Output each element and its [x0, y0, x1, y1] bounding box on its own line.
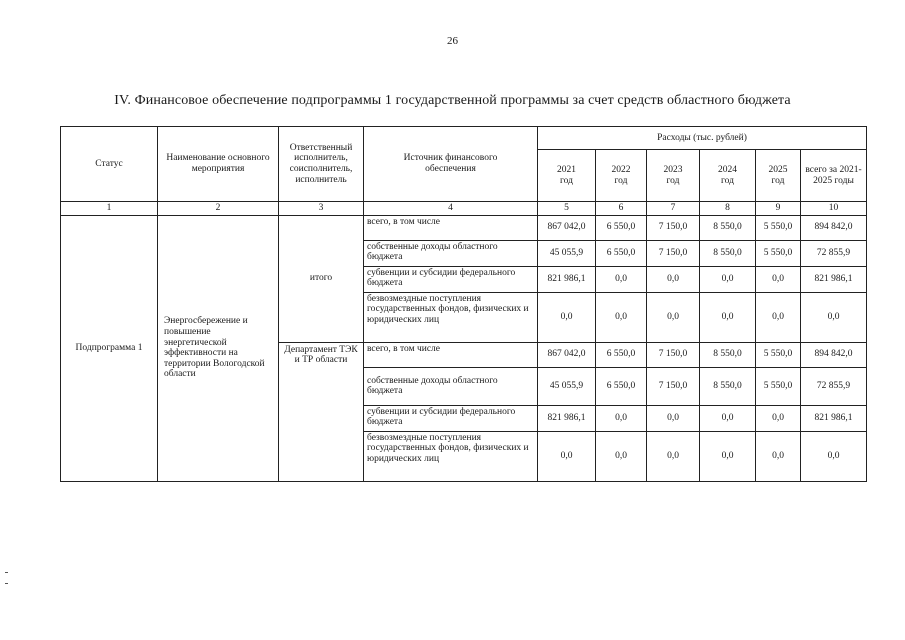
value-cell: 821 986,1 — [801, 266, 867, 292]
value-cell: 0,0 — [700, 266, 756, 292]
source-cell: всего, в том числе — [364, 215, 538, 240]
value-cell: 6 550,0 — [596, 367, 647, 405]
value-cell: 8 550,0 — [700, 240, 756, 266]
header-event-name: Наименование основного мероприятия — [158, 127, 279, 202]
value-cell: 72 855,9 — [801, 367, 867, 405]
value-cell: 0,0 — [756, 405, 801, 431]
column-number: 4 — [364, 202, 538, 216]
value-cell: 7 150,0 — [647, 342, 700, 367]
header-year-2023: 2023 год — [647, 150, 700, 202]
column-number: 8 — [700, 202, 756, 216]
header-source: Источник финансового обеспечения — [364, 127, 538, 202]
value-cell: 0,0 — [700, 405, 756, 431]
column-number: 6 — [596, 202, 647, 216]
value-cell: 0,0 — [596, 292, 647, 342]
header-year-2021: 2021 год — [538, 150, 596, 202]
value-cell: 8 550,0 — [700, 342, 756, 367]
value-cell: 6 550,0 — [596, 342, 647, 367]
value-cell: 867 042,0 — [538, 215, 596, 240]
value-cell: 8 550,0 — [700, 367, 756, 405]
header-expenses: Расходы (тыс. рублей) — [538, 127, 867, 150]
header-year-2022: 2022 год — [596, 150, 647, 202]
source-cell: собственные доходы областного бюджета — [364, 367, 538, 405]
page-title: IV. Финансовое обеспечение подпрограммы 1 государственной программы за счет средств областного бюджета — [114, 93, 791, 108]
financing-table — [60, 126, 867, 482]
column-number: 3 — [279, 202, 364, 216]
value-cell: 72 855,9 — [801, 240, 867, 266]
header-year-2024: 2024 год — [700, 150, 756, 202]
column-number: 9 — [756, 202, 801, 216]
value-cell: 5 550,0 — [756, 240, 801, 266]
value-cell: 0,0 — [801, 431, 867, 481]
column-number: 7 — [647, 202, 700, 216]
value-cell: 0,0 — [647, 266, 700, 292]
value-cell: 0,0 — [596, 266, 647, 292]
value-cell: 821 986,1 — [801, 405, 867, 431]
value-cell: 45 055,9 — [538, 367, 596, 405]
value-cell: 0,0 — [538, 431, 596, 481]
value-cell: 0,0 — [756, 292, 801, 342]
value-cell: 0,0 — [801, 292, 867, 342]
page-number: 26 — [447, 35, 458, 47]
value-cell: 7 150,0 — [647, 215, 700, 240]
value-cell: 7 150,0 — [647, 240, 700, 266]
value-cell: 0,0 — [596, 405, 647, 431]
header-year-2025: 2025 год — [756, 150, 801, 202]
value-cell: 0,0 — [756, 266, 801, 292]
value-cell: 8 550,0 — [700, 215, 756, 240]
value-cell: 7 150,0 — [647, 367, 700, 405]
value-cell: 821 986,1 — [538, 405, 596, 431]
scan-artifact-mark — [5, 572, 8, 573]
value-cell: 894 842,0 — [801, 342, 867, 367]
value-cell: 5 550,0 — [756, 367, 801, 405]
value-cell: 821 986,1 — [538, 266, 596, 292]
value-cell: 0,0 — [538, 292, 596, 342]
source-cell: субвенции и субсидии федерального бюджета — [364, 266, 538, 292]
source-cell: всего, в том числе — [364, 342, 538, 367]
source-cell: субвенции и субсидии федерального бюджета — [364, 405, 538, 431]
value-cell: 0,0 — [700, 431, 756, 481]
source-cell: собственные доходы областного бюджета — [364, 240, 538, 266]
executor-cell: итого — [279, 215, 364, 342]
value-cell: 867 042,0 — [538, 342, 596, 367]
value-cell: 45 055,9 — [538, 240, 596, 266]
value-cell: 5 550,0 — [756, 215, 801, 240]
column-number: 10 — [801, 202, 867, 216]
value-cell: 0,0 — [647, 431, 700, 481]
value-cell: 0,0 — [647, 405, 700, 431]
source-cell: безвозмездные поступления государственных фондов, физических и юридических лиц — [364, 431, 538, 481]
source-cell: безвозмездные поступления государственных фондов, физических и юридических лиц — [364, 292, 538, 342]
value-cell: 0,0 — [700, 292, 756, 342]
executor-cell: Департамент ТЭК и ТР области — [279, 342, 364, 481]
status-cell: Подпрограмма 1 — [61, 215, 158, 481]
value-cell: 5 550,0 — [756, 342, 801, 367]
value-cell: 0,0 — [647, 292, 700, 342]
value-cell: 0,0 — [756, 431, 801, 481]
value-cell: 0,0 — [596, 431, 647, 481]
event-name-cell: Энергосбережение и повышение энергетической эффективности на территории Вологодской области — [158, 215, 279, 481]
column-number: 5 — [538, 202, 596, 216]
column-number: 2 — [158, 202, 279, 216]
header-total: всего за 2021-2025 годы — [801, 150, 867, 202]
table-row — [61, 215, 867, 240]
column-number: 1 — [61, 202, 158, 216]
header-status: Статус — [61, 127, 158, 202]
scan-artifact-mark — [5, 583, 8, 584]
value-cell: 894 842,0 — [801, 215, 867, 240]
value-cell: 6 550,0 — [596, 240, 647, 266]
header-executor: Ответственный исполнитель, соисполнитель, исполнитель — [279, 127, 364, 202]
value-cell: 6 550,0 — [596, 215, 647, 240]
